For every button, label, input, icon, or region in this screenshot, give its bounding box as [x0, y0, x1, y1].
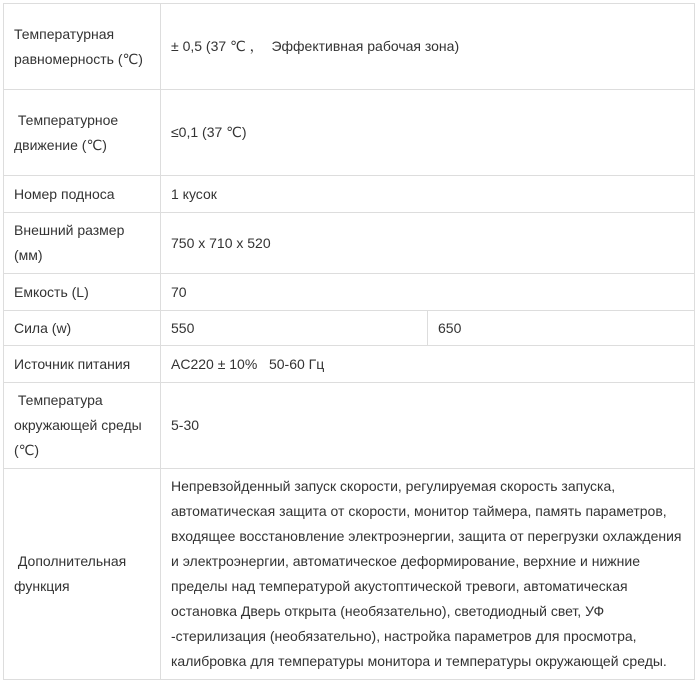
- row-value: ≤0,1 (37 ℃): [161, 90, 695, 176]
- row-label: Температурная равномерность (℃): [4, 4, 161, 90]
- row-value: AC220 ± 10% 50-60 Гц: [161, 346, 695, 383]
- table-row: [4, 274, 695, 311]
- table-row: [4, 311, 695, 346]
- row-value-secondary: 650: [428, 311, 695, 346]
- table-row: [4, 176, 695, 213]
- row-label: Сила (w): [4, 311, 161, 346]
- row-value: 70: [161, 274, 695, 311]
- row-label: Емкость (L): [4, 274, 161, 311]
- row-label: Внешний размер (мм): [4, 213, 161, 274]
- row-value: ± 0,5 (37 ℃ ， Эффективная рабочая зона): [161, 4, 695, 90]
- table-row: [4, 383, 695, 469]
- table-row: [4, 4, 695, 90]
- row-value: 1 кусок: [161, 176, 695, 213]
- table-row: [4, 469, 695, 680]
- table-row: [4, 213, 695, 274]
- table-row: [4, 346, 695, 383]
- row-value: 5-30: [161, 383, 695, 469]
- row-label: Температура окружающей среды (℃): [4, 383, 161, 469]
- row-label: Номер подноса: [4, 176, 161, 213]
- row-label: Температурное движение (℃): [4, 90, 161, 176]
- row-label: Дополнительная функция: [4, 469, 161, 680]
- row-label: Источник питания: [4, 346, 161, 383]
- row-value: Непревзойденный запуск скорости, регулируемая скорость запуска, автоматическая защита от скорости, монитор таймера, память параметров, входящее восстановление электроэнергии, защита от перегрузки охлаждения и электроэнергии, автоматическое деформирование, верхние и нижние пределы над температурой акустоптической тревоги, автоматическая остановка Дверь открыта (необязательно), светодиодный свет, УФ -стерилизация (необязательно), настройка параметров для просмотра, калибровка для температуры монитора и температуры окружающей среды.: [161, 469, 695, 680]
- spec-table: [3, 3, 695, 680]
- table-row: [4, 90, 695, 176]
- row-value: 750 x 710 x 520: [161, 213, 695, 274]
- row-value: 550: [161, 311, 428, 346]
